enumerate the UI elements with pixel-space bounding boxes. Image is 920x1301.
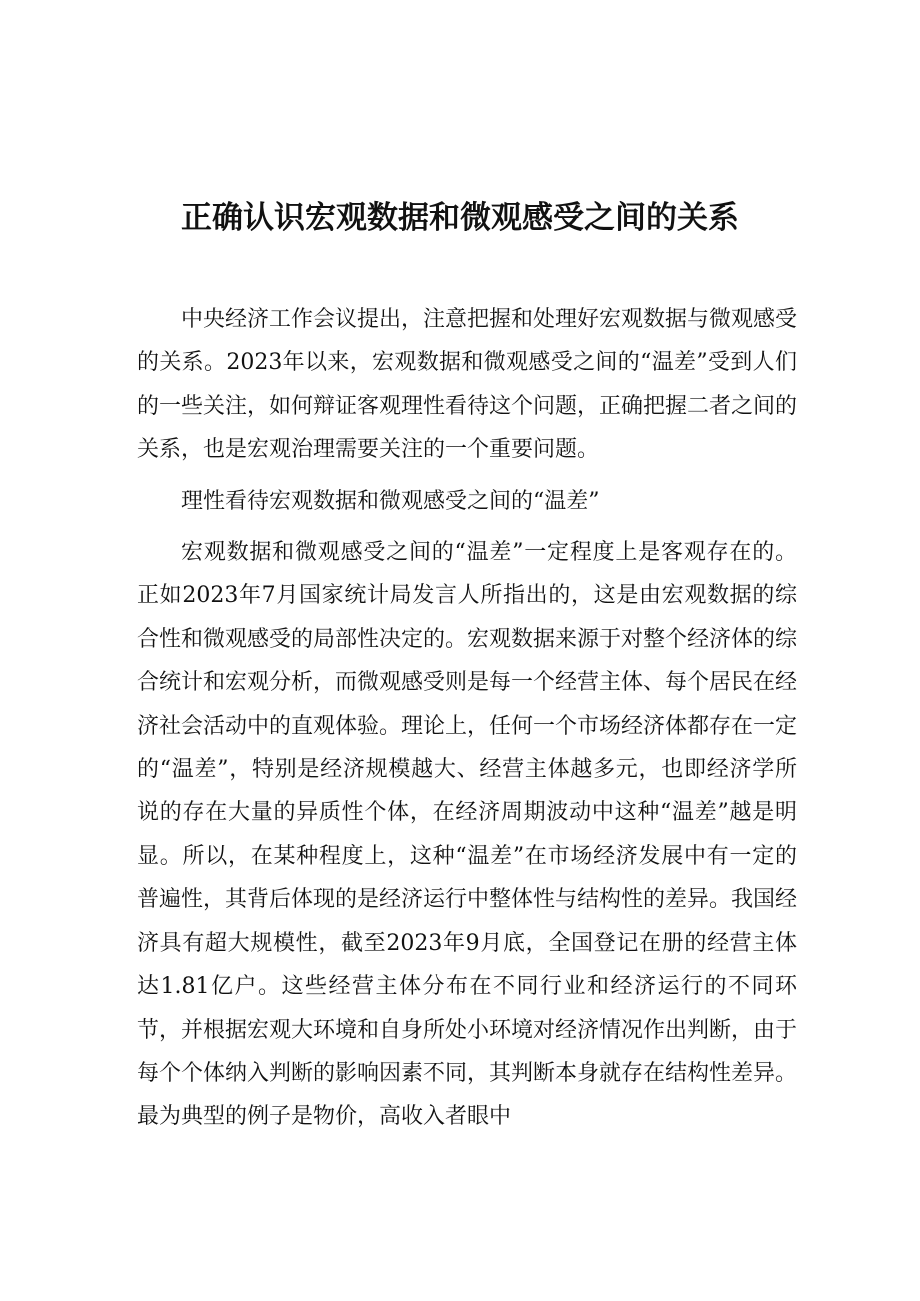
paragraph-body: 宏观数据和微观感受之间的“温差”一定程度上是客观存在的。正如2023年7月国家统计局发言人所指出的，这是由宏观数据的综合性和微观感受的局部性决定的。宏观数据来源于对整个经济体的综合统计和宏观分析，而微观感受则是每一个经营主体、每个居民在经济社会活动中的直观体验。理论上，任何一个市场经济体都存在一定的“温差”，特别是经济规模越大、经营主体越多元，也即经济学所说的存在大量的异质性个体，在经济周期波动中这种“温差”越是明显。所以，在某种程度上，这种“温差”在市场经济发展中有一定的普遍性，其背后体现的是经济运行中整体性与结构性的差异。我国经济具有超大规模性，截至2023年9月底，全国登记在册的经营主体达1.81亿户。这些经营主体分布在不同行业和经济运行的不同环节，并根据宏观大环境和自身所处小环境对经济情况作出判断，由于每个个体纳入判断的影响因素不同，其判断本身就存在结构性差异。最为典型的例子是物价，高收入者眼中 [137,540,798,1130]
section-heading: 理性看待宏观数据和微观感受之间的“温差” [181,488,600,514]
document-body [137,298,797,1147]
paragraph-intro: 中央经济工作会议提出，注意把握和处理好宏观数据与微观感受的关系。2023年以来，宏观数据和微观感受之间的“温差”受到人们的一些关注，如何辩证客观理性看待这个问题，正确把握二者之间的关系，也是宏观治理需要关注的一个重要问题。 [137,307,798,463]
document-title: 正确认识宏观数据和微观感受之间的关系 [181,200,739,236]
